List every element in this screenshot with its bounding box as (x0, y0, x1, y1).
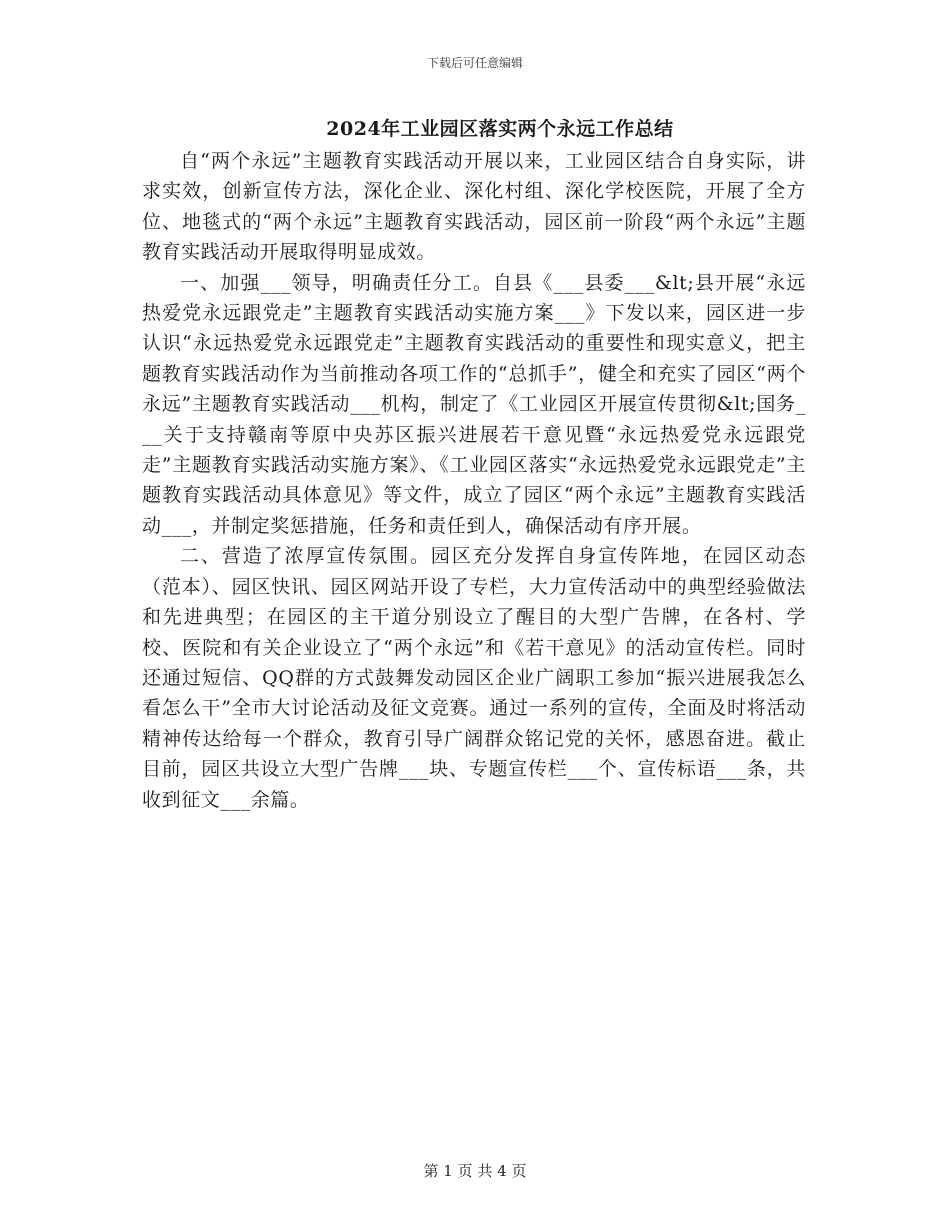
document-title: 2024年工业园区落实两个永远工作总结 (326, 118, 674, 140)
paragraph-section-2: 二、营造了浓厚宣传氛围。园区充分发挥自身宣传阵地，在园区动态（范本）、园区快讯、园区网站开设了专栏，大力宣传活动中的典型经验做法和先进典型；在园区的主干道分别设立了醒目的大型广告牌，在各村、学校、医院和有关企业设立了“两个永远”和《若干意见》的活动宣传栏。同时还通过短信、QQ群的方式鼓舞发动园区企业广阔职工参加“振兴进展我怎么看怎么干”全市大讨论活动及征文竞赛。通过一系列的宣传，全面及时将活动精神传达给每一个群众，教育引导广阔群众铭记党的关怀，感恩奋进。截止目前，园区共设立大型广告牌___块、专题宣传栏___个、宣传标语___条，共收到征文___余篇。 (142, 545, 806, 811)
paragraph-section-1: 一、加强___领导，明确责任分工。自县《___县委___&lt;县开展“永远热爱党永远跟党走”主题教育实践活动实施方案___》下发以来，园区进一步认识“永远热爱党永远跟党走”主题教育实践活动的重要性和现实意义，把主题教育实践活动作为当前推动各项工作的“总抓手”，健全和充实了园区“两个永远”主题教育实践活动___机构，制定了《工业园区开展宣传贯彻&lt;国务___关于支持赣南等原中央苏区振兴进展若干意见暨“永远热爱党永远跟党走”主题教育实践活动实施方案》、《工业园区落实“永远热爱党永远跟党走”主题教育实践活动具体意见》等文件，成立了园区“两个永远”主题教育实践活动___，并制定奖惩措施，任务和责任到人，确保活动有序开展。 (142, 271, 806, 537)
paragraph-intro: 自“两个永远”主题教育实践活动开展以来，工业园区结合自身实际，讲求实效，创新宣传方法，深化企业、深化村组、深化学校医院，开展了全方位、地毯式的“两个永远”主题教育实践活动，园区前一阶段“两个永远”主题教育实践活动开展取得明显成效。 (142, 150, 806, 264)
page-number-footer: 第 1 页 共 4 页 (423, 1162, 527, 1180)
document-body (142, 146, 806, 815)
header-note: 下载后可任意编辑 (426, 56, 523, 70)
